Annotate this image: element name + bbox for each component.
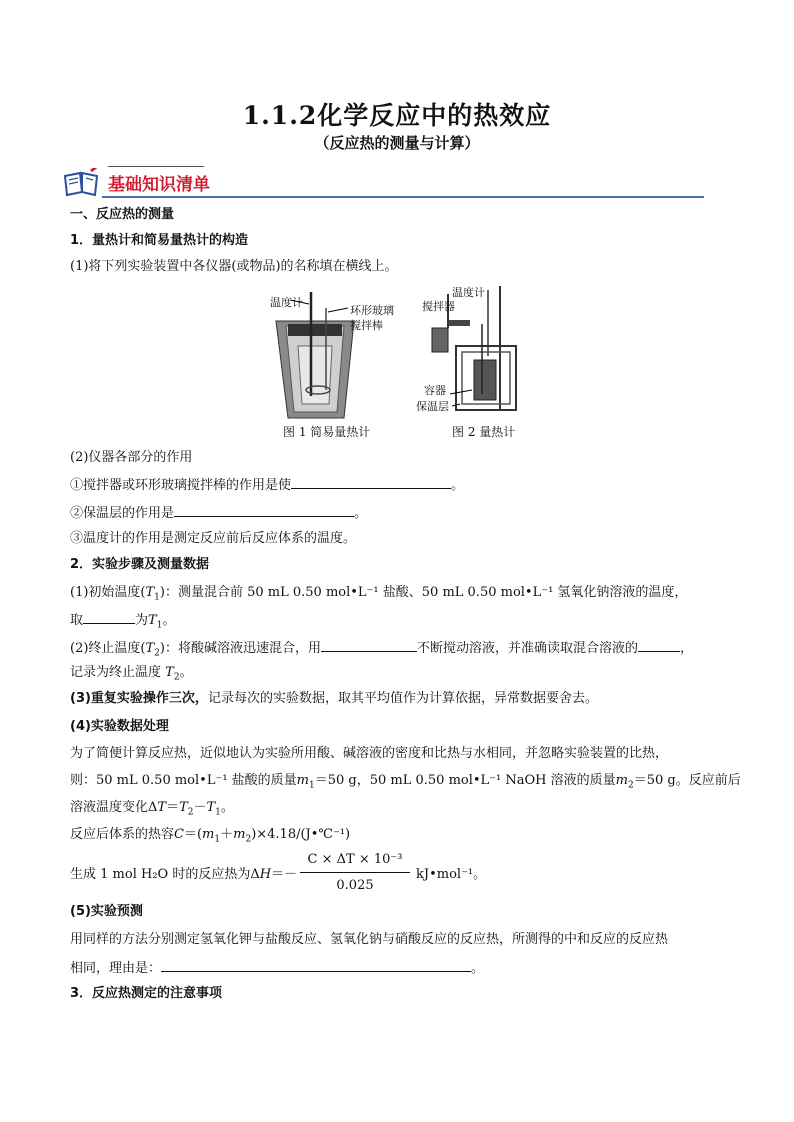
sub-2: 2: [187, 807, 194, 818]
step2-comma: ，: [680, 641, 694, 656]
heat-equals: ＝－: [271, 867, 298, 882]
question-stirrer-end: 。: [451, 478, 465, 493]
step2-record: 记录为终止温度: [70, 665, 162, 680]
banner-top-line: [108, 166, 204, 167]
banner-rule: [102, 196, 704, 198]
figure-calorimeter: [416, 284, 522, 416]
sub-1: 1: [154, 592, 160, 603]
step-prediction: (5)实验预测: [70, 904, 143, 919]
step3-bold: (3)重复实验操作三次，: [70, 691, 208, 706]
capacity-text: 反应后体系的热容: [70, 827, 175, 842]
step2-text: )：将酸碱溶液迅速混合，用: [159, 641, 321, 656]
step-repeat: [70, 690, 598, 708]
label-container: 容器: [424, 384, 446, 397]
caption-fig2: 图 2 量热计: [452, 425, 516, 439]
blank-stir-tool[interactable]: [321, 638, 417, 652]
blank-reason[interactable]: [161, 958, 471, 972]
mass-text-c: ＝50 g。反应前后: [633, 773, 741, 788]
sym-m: m: [615, 773, 628, 788]
sub-2: 2: [627, 780, 634, 791]
sub-1: 1: [156, 620, 163, 631]
label-stirrer: 搅拌器: [422, 300, 455, 313]
sym-t: T: [179, 800, 188, 815]
mass-text-a: 则：50 mL 0.50 mol•L⁻¹ 盐酸的质量: [70, 773, 297, 788]
sub-1: 1: [215, 807, 221, 818]
label-insulation: 保温层: [416, 400, 449, 413]
label-thermometer-fig2: 温度计: [452, 286, 485, 299]
sym-t: T: [145, 641, 155, 656]
label-thermometer-fig1: 温度计: [270, 296, 303, 309]
section-banner: [62, 166, 704, 200]
sub-2: 2: [173, 672, 180, 683]
blank-insulation[interactable]: [174, 503, 354, 517]
question-insulation-end: 。: [354, 506, 368, 521]
heat-text: 生成 1 mol H₂O 时的反应热为Δ: [70, 867, 260, 882]
label-stirring-rod: 搅拌棒: [350, 319, 383, 332]
sym-t: T: [206, 800, 216, 815]
step-initial-temp: [70, 584, 687, 607]
page-subtitle: （反应热的测量与计算）: [314, 134, 480, 152]
sub-1: 1: [214, 834, 221, 845]
minus: －: [193, 800, 207, 815]
question-insulation-text: ②保温层的作用是: [70, 506, 175, 521]
step2-end: 。: [179, 665, 193, 680]
reason-end: 。: [471, 961, 485, 976]
step-final-temp-cont: [70, 664, 193, 687]
sym-t: T: [157, 800, 167, 815]
data-heat-capacity: [70, 826, 350, 849]
parts-function-heading: (2)仪器各部分的作用: [70, 450, 193, 465]
question-stirrer-text: ①搅拌器或环形玻璃搅拌棒的作用是使: [70, 478, 292, 493]
figure-simple-calorimeter: [258, 286, 398, 422]
reason-text: 相同，理由是：: [70, 961, 162, 976]
step2-prefix: (2)终止温度(: [70, 641, 146, 656]
step-data-processing: (4)实验数据处理: [70, 719, 169, 734]
sym-t: T: [145, 585, 155, 600]
subheading-steps: 2．实验步骤及测量数据: [70, 557, 210, 572]
subheading-precautions: 3．反应热测定的注意事项: [70, 986, 223, 1001]
capacity-close: )×4.18/(J•℃⁻¹): [251, 827, 351, 842]
sym-h: H: [259, 867, 272, 882]
section1-heading: 一、反应热的测量: [70, 207, 175, 222]
sub-2: 2: [245, 834, 252, 845]
instruction-fill: (1)将下列实验装置中各仪器(或物品)的名称填在横线上。: [70, 259, 398, 274]
step-final-temp: [70, 638, 693, 663]
prediction-reason: [70, 958, 484, 978]
book-icon: [62, 168, 102, 198]
sym-m: m: [296, 773, 309, 788]
fraction-numerator: C × ΔT × 10⁻³: [307, 852, 403, 867]
caption-fig1: 图 1 简易量热计: [283, 425, 371, 439]
sym-t: T: [165, 665, 174, 680]
data-masses: [70, 772, 741, 795]
sub-1: 1: [309, 780, 315, 791]
question-insulation: [70, 503, 367, 523]
statement-thermometer: ③温度计的作用是测定反应前后反应体系的温度。: [70, 531, 357, 546]
step2-text2: 不断搅动溶液，并准确读取混合溶液的: [416, 641, 638, 656]
sym-m: m: [202, 827, 215, 842]
step3-text: 记录每次的实验数据，取其平均值作为计算依据，异常数据要舍去。: [207, 691, 598, 706]
page-title: 1.1.2化学反应中的热效应: [242, 101, 552, 130]
step1-as: 为: [135, 613, 149, 628]
fraction-denominator: 0.025: [336, 878, 374, 893]
data-approximation: 为了简便计算反应热，近似地认为实验所用酸、碱溶液的密度和比热与水相同，并忽略实验装置的比热，: [70, 746, 669, 761]
data-reaction-heat: [70, 866, 297, 884]
sym-m: m: [233, 827, 246, 842]
blank-final-reading[interactable]: [638, 638, 680, 652]
label-ring-glass: 环形玻璃: [350, 304, 394, 317]
plus: ＋: [220, 827, 234, 842]
sym-c: C: [174, 827, 184, 842]
period: 。: [220, 800, 234, 815]
sym-t: T: [148, 613, 157, 628]
mass-text-b: ＝50 g，50 mL 0.50 mol•L⁻¹ NaOH 溶液的质量: [314, 773, 616, 788]
blank-stirrer[interactable]: [291, 475, 451, 489]
blank-initial-temp[interactable]: [83, 610, 135, 624]
question-stirrer: [70, 475, 464, 495]
prediction-text: 用同样的方法分别测定氢氧化钾与盐酸反应、氢氧化钠与硝酸反应的反应热，所测得的中和反应的反应热: [70, 932, 669, 947]
step1-take: 取: [70, 613, 84, 628]
banner-label: 基础知识清单: [108, 175, 210, 195]
step-initial-temp-cont: [70, 610, 175, 635]
step1-prefix: (1)初始温度(: [70, 585, 146, 600]
sub-2: 2: [154, 648, 160, 659]
fraction-bar: [300, 872, 410, 873]
subheading-calorimeter: 1．量热计和简易量热计的构造: [70, 233, 249, 248]
capacity-open: ＝(: [183, 827, 203, 842]
data-temp-change: [70, 799, 234, 822]
equals: ＝: [166, 800, 180, 815]
step1-text: )：测量混合前 50 mL 0.50 mol•L⁻¹ 盐酸、50 mL 0.50 mol•L⁻¹ 氢氧化钠溶液的温度，: [159, 585, 688, 600]
delta-text: 溶液温度变化Δ: [70, 800, 158, 815]
step1-end: 。: [162, 613, 176, 628]
heat-unit: kJ•mol⁻¹。: [416, 867, 487, 882]
